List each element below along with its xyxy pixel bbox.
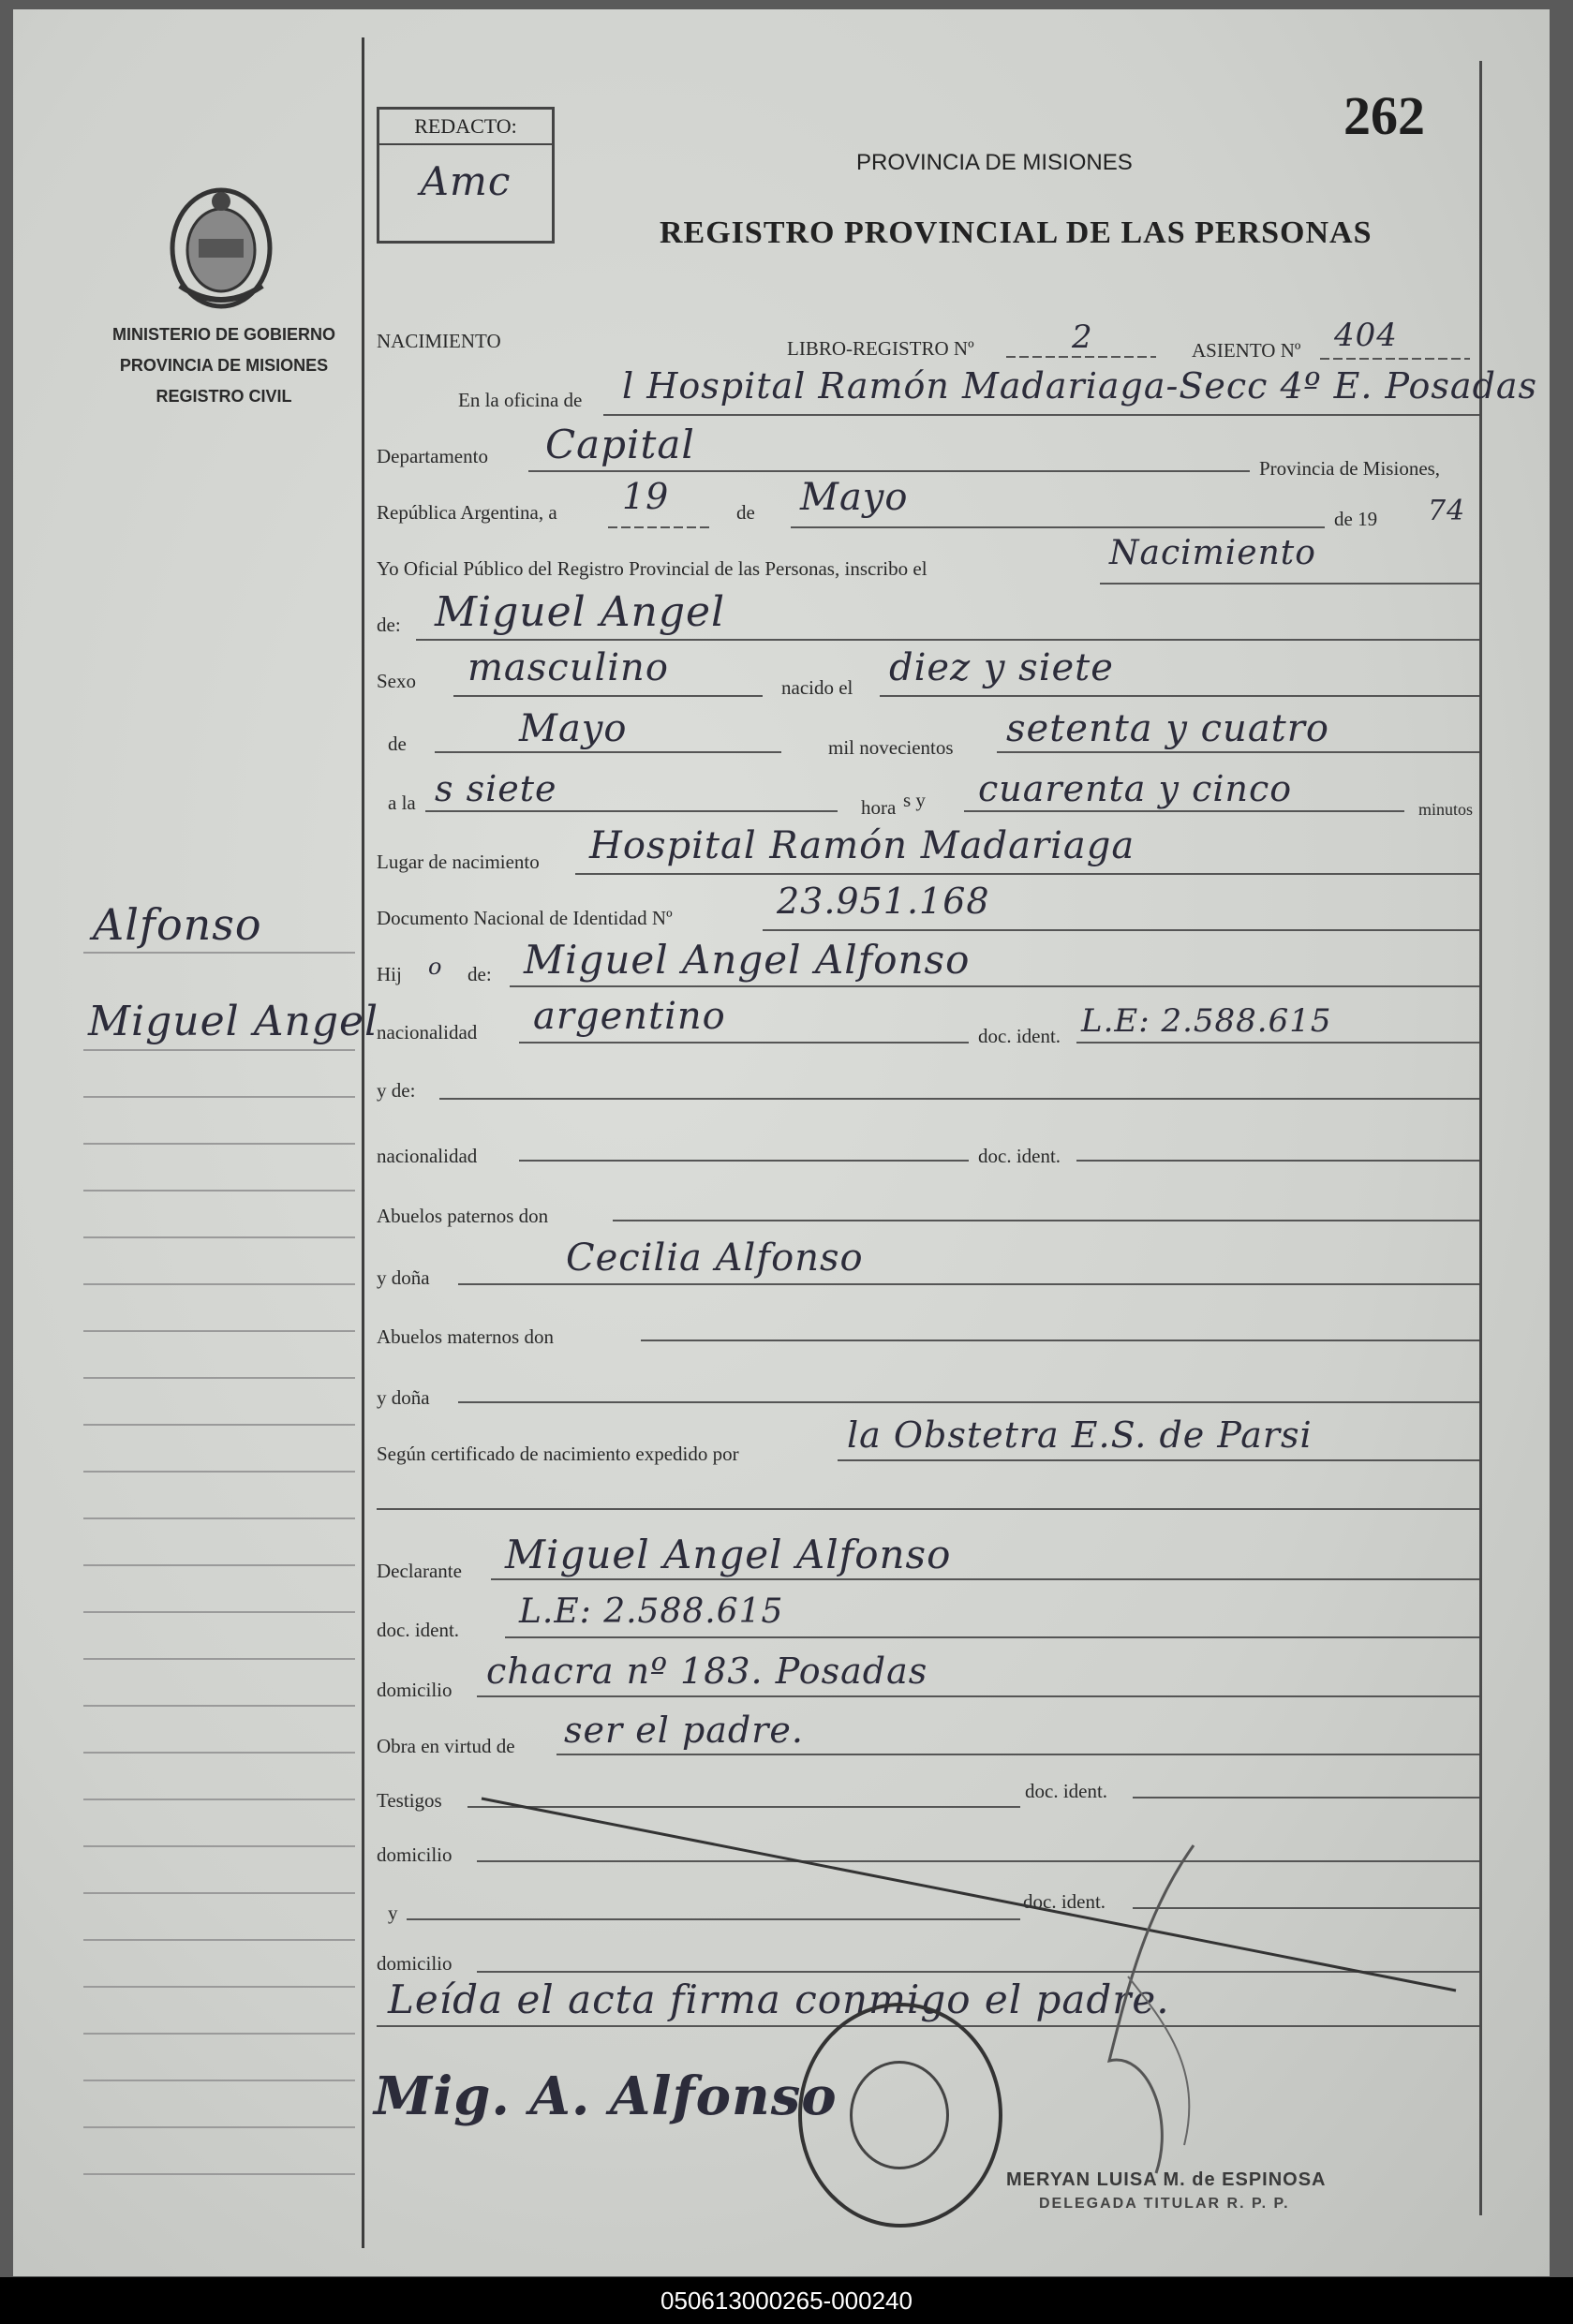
margin-rule (83, 1752, 355, 1754)
blank-line (763, 929, 1479, 931)
blank-line (880, 695, 1479, 697)
margin-rule (83, 1049, 355, 1051)
margin-rule (83, 1845, 355, 1847)
ministry-line-2: PROVINCIA DE MISIONES (119, 356, 329, 375)
de-label: de (736, 501, 755, 524)
margin-rule (83, 1096, 355, 1098)
blank-line (528, 470, 1250, 472)
leida-text: Leída el acta firma conmigo el padre. (388, 1976, 1170, 2022)
oficina-label: En la oficina de (458, 389, 583, 411)
asiento-label: ASIENTO Nº (1192, 339, 1301, 362)
blank-line (519, 1160, 969, 1162)
oficina-value: l Hospital Ramón Madariaga-Secc 4º E. Posadas (622, 365, 1538, 407)
nombre-value: Miguel Angel (435, 588, 726, 636)
margin-rule (83, 1705, 355, 1707)
margin-rule (83, 1377, 355, 1379)
blank-line (416, 639, 1479, 641)
image-id-footer: 050613000265-000240 (0, 2277, 1573, 2324)
oficial-text: Yo Oficial Público del Registro Provincial de las Personas, inscribo el (377, 557, 927, 580)
de-mes-label: de (388, 733, 407, 755)
blank-line (1076, 1042, 1479, 1044)
sexo-value: masculino (467, 646, 669, 689)
mes-value: Mayo (800, 476, 909, 519)
y-de-label: y de: (377, 1079, 416, 1102)
lugar-label: Lugar de nacimiento (377, 851, 540, 873)
redacto-signature: Amc (420, 158, 512, 204)
margin-rule (83, 2080, 355, 2081)
margin-rule (83, 952, 355, 954)
blank-line (608, 526, 711, 528)
page-number: 262 (1343, 85, 1425, 146)
departamento-value: Capital (545, 422, 695, 467)
de-year-label: de 19 (1334, 508, 1378, 530)
blank-line (425, 810, 838, 812)
margin-rule (83, 1892, 355, 1894)
nacido-label: nacido el (781, 676, 853, 699)
redacto-label: REDACTO: (379, 110, 552, 145)
left-margin-divider (362, 37, 364, 2248)
ministry-line-3: REGISTRO CIVIL (156, 387, 292, 406)
republica-label: República Argentina, a (377, 501, 557, 524)
margin-rule (83, 2173, 355, 2175)
domicilio-value: chacra nº 183. Posadas (486, 1650, 928, 1692)
nacimiento-label: NACIMIENTO (377, 330, 501, 352)
blank-line (556, 1754, 1479, 1755)
de-person-label: de: (377, 614, 401, 636)
margin-rule (83, 1939, 355, 1941)
margin-rule (83, 1143, 355, 1145)
test-doc-label: doc. ident. (1025, 1780, 1108, 1802)
provincia-suffix: Provincia de Misiones, (1259, 457, 1441, 480)
margin-rule (83, 1799, 355, 1800)
obra-value: ser el padre. (564, 1710, 804, 1751)
margin-rule (83, 1236, 355, 1238)
minutos-label: minutos (1418, 800, 1474, 819)
y-label: y (388, 1902, 398, 1924)
a-las-value: s siete (435, 768, 557, 809)
hijo-label: Hij (377, 963, 402, 985)
blank-line (641, 1340, 1479, 1341)
oficial-name: MERYAN LUISA M. de ESPINOSA (1006, 2169, 1327, 2190)
margin-rule (83, 1330, 355, 1332)
nacionalidad2-label: nacionalidad (377, 1145, 478, 1167)
margin-rule (83, 2126, 355, 2128)
official-signature-stroke (1091, 1836, 1240, 2192)
nacionalidad-value: argentino (533, 995, 726, 1038)
seal-emblem-icon (850, 2061, 949, 2169)
anio-value: setenta y cuatro (1006, 707, 1329, 750)
margin-rule (83, 1190, 355, 1192)
margin-rule (83, 1611, 355, 1613)
blank-line (477, 1695, 1479, 1697)
abuela-pat-value: Cecilia Alfonso (566, 1236, 864, 1280)
blank-line (603, 414, 1479, 416)
testigos-label: Testigos (377, 1789, 442, 1812)
declarante-value: Miguel Angel Alfonso (505, 1532, 952, 1577)
certificado-label: Según certificado de nacimiento expedido por (377, 1443, 739, 1465)
blank-line (575, 873, 1479, 875)
test-dom2-label: domicilio (377, 1952, 453, 1975)
declarante-label: Declarante (377, 1560, 462, 1582)
sexo-label: Sexo (377, 670, 416, 692)
padre-doc-value: L.E: 2.588.615 (1081, 1002, 1332, 1040)
hijo-suffix: o (428, 954, 443, 980)
blank-line (613, 1220, 1479, 1221)
decl-doc-value: L.E: 2.588.615 (519, 1592, 784, 1631)
horas-label: hora (861, 796, 897, 819)
blank-line (458, 1401, 1479, 1403)
margin-rule (83, 1424, 355, 1426)
certificado-value: la Obstetra E.S. de Parsi (847, 1414, 1313, 1456)
registry-title: REGISTRO PROVINCIAL DE LAS PERSONAS (660, 215, 1373, 250)
margin-rule (83, 1471, 355, 1473)
blank-line (964, 810, 1404, 812)
blank-line (997, 751, 1479, 753)
y-dona-label: y doña (377, 1266, 430, 1289)
test-doc2-label: doc. ident. (1023, 1890, 1106, 1913)
dni-label: Documento Nacional de Identidad Nº (377, 907, 673, 929)
blank-line (491, 1578, 1479, 1580)
decl-doc-label: doc. ident. (377, 1619, 460, 1641)
year-value: 74 (1428, 495, 1466, 527)
nacido-value: diez y siete (889, 646, 1114, 689)
inscribo-value: Nacimiento (1109, 534, 1316, 572)
padre-value: Miguel Angel Alfonso (524, 937, 971, 983)
blank-line (791, 526, 1325, 528)
blank-line (439, 1098, 1479, 1100)
blank-line (838, 1459, 1479, 1461)
cancel-stroke (463, 1789, 1475, 2005)
doc-ident2-label: doc. ident. (978, 1145, 1061, 1167)
redacto-stamp (377, 107, 555, 244)
margin-rule (83, 1986, 355, 1988)
mil-label: mil novecientos (828, 736, 954, 759)
margin-surname: Alfonso (93, 899, 262, 950)
test-dom-label: domicilio (377, 1843, 453, 1866)
blank-line (1100, 583, 1479, 585)
margin-given-names: Miguel Angel (88, 998, 379, 1045)
province-heading: PROVINCIA DE MISIONES (856, 150, 1133, 175)
document-page (13, 9, 1550, 2276)
obra-label: Obra en virtud de (377, 1735, 515, 1757)
departamento-label: Departamento (377, 445, 488, 467)
margin-rule (83, 2033, 355, 2035)
coat-of-arms-icon (161, 183, 281, 314)
hijo-de-label: de: (467, 963, 492, 985)
margin-rule (83, 1564, 355, 1566)
libro-value: 2 (1072, 318, 1093, 356)
abuelos-mat-label: Abuelos maternos don (377, 1325, 554, 1348)
ministry-line-1: MINISTERIO DE GOBIERNO (111, 325, 336, 344)
nacionalidad-label: nacionalidad (377, 1021, 478, 1044)
blank-line (510, 985, 1479, 987)
minutos-value: cuarenta y cinco (978, 768, 1293, 809)
blank-line (1076, 1160, 1479, 1162)
declarante-signature: Mig. A. Alfonso (374, 2065, 838, 2127)
mes-nac-value: Mayo (519, 707, 628, 750)
a-las-label: a la (388, 792, 416, 814)
libro-label: LIBRO-REGISTRO Nº (787, 337, 974, 360)
margin-rule (83, 1658, 355, 1660)
blank-line (453, 695, 763, 697)
blank-line (377, 1508, 1479, 1510)
dni-value: 23.951.168 (777, 881, 990, 922)
oficial-title: DELEGADA TITULAR R. P. P. (1039, 2196, 1290, 2212)
dia-value: 19 (622, 476, 670, 517)
blank-line (435, 751, 781, 753)
domicilio-label: domicilio (377, 1679, 453, 1701)
doc-ident-label: doc. ident. (978, 1025, 1061, 1047)
y-dona2-label: y doña (377, 1386, 430, 1409)
blank-line (458, 1283, 1479, 1285)
blank-line (505, 1636, 1479, 1638)
horas-suffix: s y (903, 789, 926, 811)
asiento-value: 404 (1334, 317, 1398, 354)
lugar-value: Hospital Ramón Madariaga (589, 824, 1135, 867)
margin-rule (83, 1283, 355, 1285)
abuelos-pat-label: Abuelos paternos don (377, 1205, 549, 1227)
blank-line (519, 1042, 969, 1044)
blank-line (1006, 356, 1156, 358)
blank-line (1320, 358, 1470, 360)
margin-rule (83, 1517, 355, 1519)
